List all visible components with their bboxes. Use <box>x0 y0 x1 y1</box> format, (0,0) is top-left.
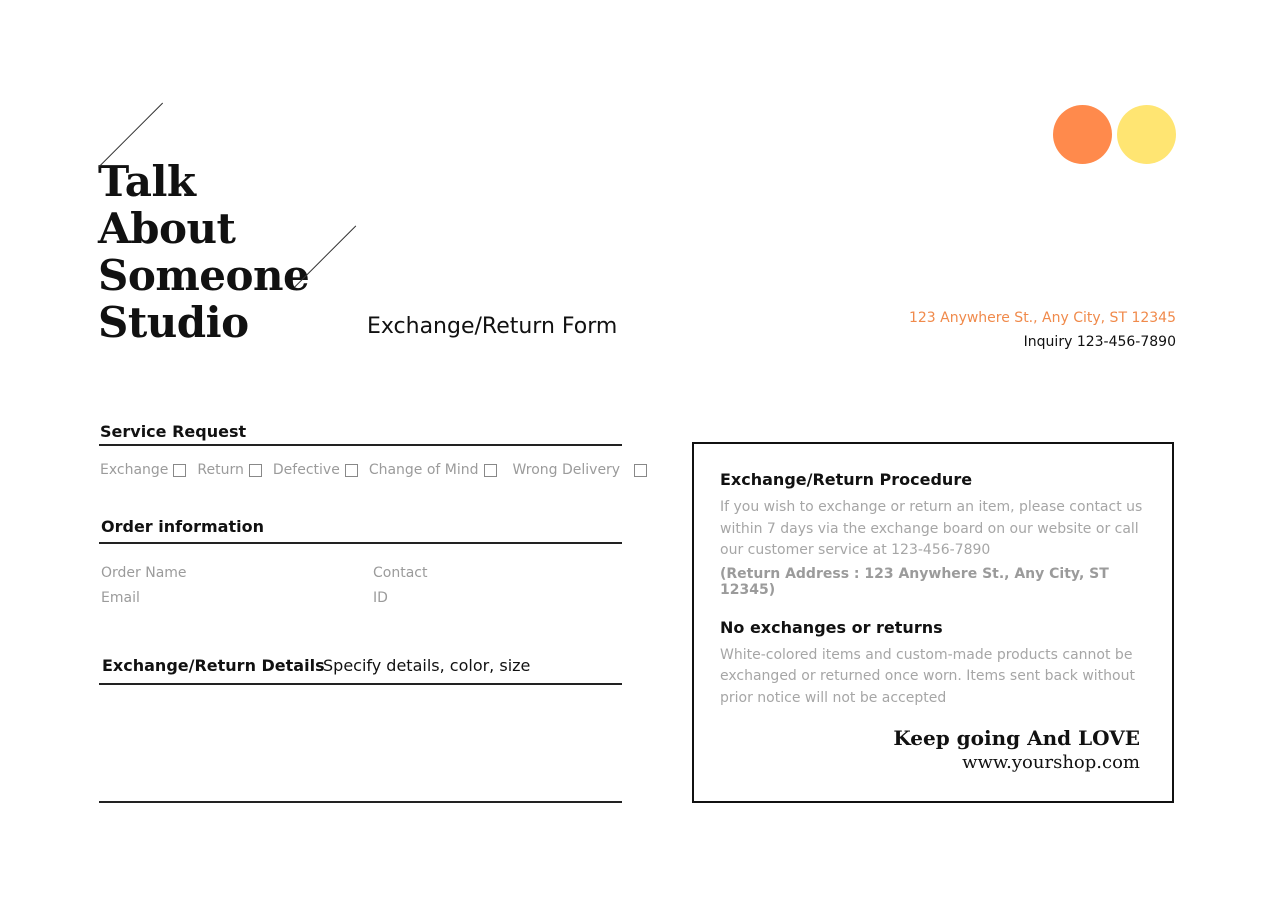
option-wrong-delivery <box>513 462 650 478</box>
option-change-of-mind <box>369 462 499 478</box>
email-label: Email <box>101 590 140 606</box>
order-name-label: Order Name <box>101 565 187 581</box>
brand-line-4: Studio <box>98 298 249 347</box>
tagline-block <box>893 726 1140 773</box>
option-defective-label: Defective <box>272 462 340 478</box>
brand-line-3: Someone <box>98 251 310 300</box>
no-returns-text: White-colored items and custom-made products cannot be exchanged or returned once worn. Items sent back without prior notice will not be accepted <box>720 646 1135 706</box>
option-change-of-mind-label: Change of Mind <box>368 462 479 478</box>
defective-checkbox[interactable] <box>345 464 358 477</box>
order-information-heading: Order information <box>101 517 264 536</box>
return-address: (Return Address : 123 Anywhere St., Any City, ST 12345) <box>720 565 1109 598</box>
option-exchange-label: Exchange <box>100 462 169 478</box>
procedure-panel <box>692 442 1174 803</box>
option-defective <box>273 462 360 478</box>
procedure-text: If you wish to exchange or return an item, please contact us within 7 days via the exchange board on our website or call our customer service at 123-456-7890 <box>720 499 1143 558</box>
service-request-heading: Service Request <box>100 422 247 441</box>
brand-title <box>98 158 309 346</box>
service-request-divider <box>99 444 622 446</box>
details-writing-area[interactable] <box>99 692 622 798</box>
option-return <box>197 462 263 478</box>
option-return-label: Return <box>197 462 244 478</box>
no-returns-heading: No exchanges or returns <box>720 617 943 637</box>
inquiry-phone: Inquiry 123-456-7890 <box>1023 334 1176 350</box>
form-title: Exchange/Return Form <box>367 314 618 339</box>
details-heading: Exchange/Return Details <box>102 656 325 675</box>
details-divider-top <box>99 683 622 685</box>
details-hint: Specify details, color, size <box>323 656 531 675</box>
website-link[interactable]: www.yourshop.com <box>962 752 1140 773</box>
tagline: Keep going And LOVE <box>893 726 1140 750</box>
details-divider-bottom <box>99 801 622 803</box>
shop-address: 123 Anywhere St., Any City, ST 12345 <box>908 310 1176 326</box>
order-information-divider <box>99 542 622 544</box>
option-wrong-delivery-label: Wrong Delivery <box>512 462 621 478</box>
wrong-delivery-checkbox[interactable] <box>634 464 647 477</box>
procedure-heading: Exchange/Return Procedure <box>720 470 973 489</box>
contact-label: Contact <box>373 565 428 581</box>
brand-line-2: About <box>98 204 236 253</box>
orange-dot <box>1053 105 1112 164</box>
exchange-checkbox[interactable] <box>173 464 186 477</box>
change-of-mind-checkbox[interactable] <box>484 464 497 477</box>
return-checkbox[interactable] <box>249 464 262 477</box>
id-label: ID <box>373 590 388 606</box>
yellow-dot <box>1117 105 1176 164</box>
brand-line-1: Talk <box>98 157 196 206</box>
option-exchange <box>100 462 188 478</box>
service-request-options <box>100 462 658 478</box>
